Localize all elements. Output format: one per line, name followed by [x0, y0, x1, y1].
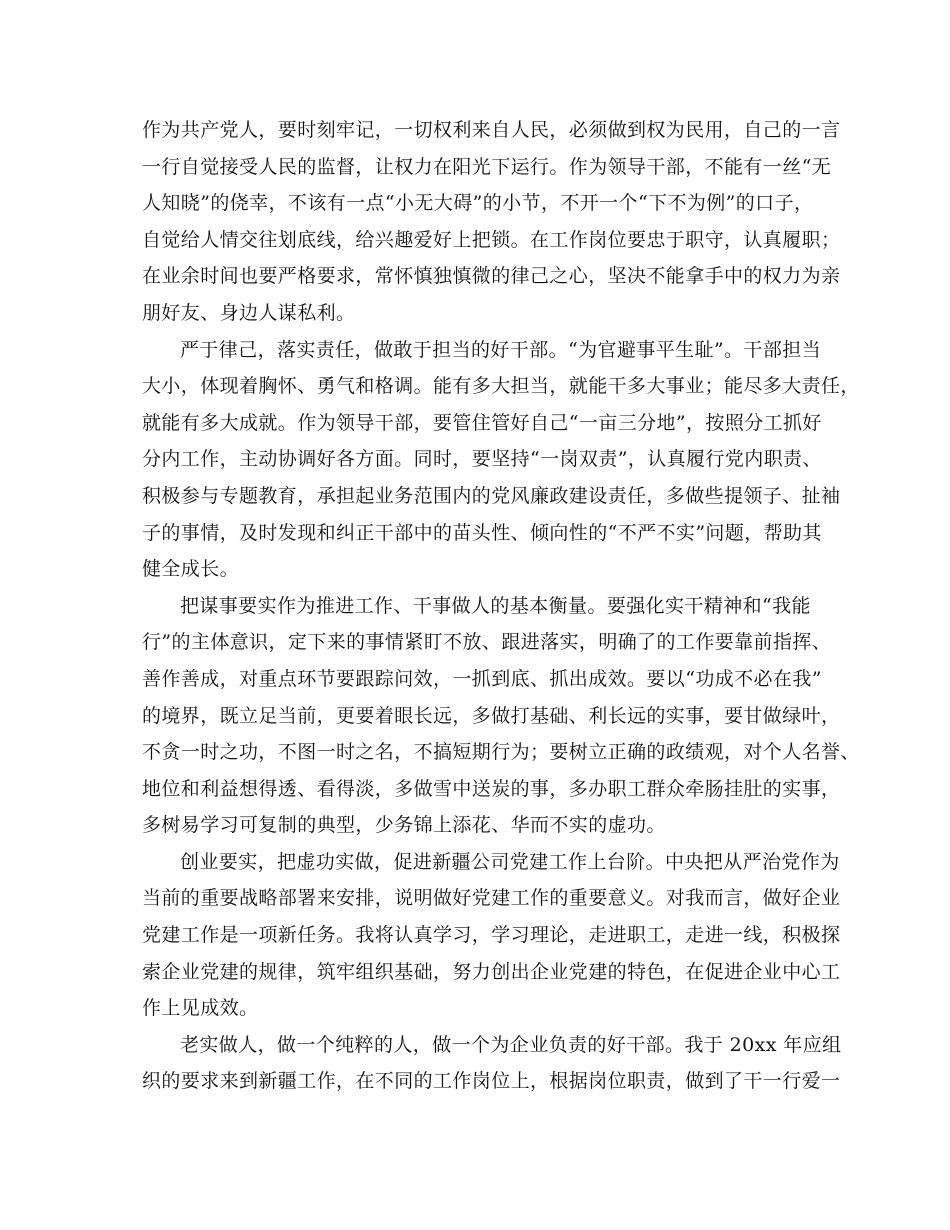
- document-body: [142, 112, 860, 1100]
- paragraph-first-line: 把谋事要实作为推进工作、干事做人的基本衡量。要强化实干精神和“我能: [180, 594, 811, 617]
- text-line: 一行自觉接受人民的监督，让权力在阳光下运行。作为领导干部，不能有一丝“无: [142, 155, 832, 178]
- text-line: 的境界，既立足当前，更要着眼长远，多做打基础、利长远的实事，要甘做绿叶，: [142, 704, 841, 727]
- text-line: 积极参与专题教育，承担起业务范围内的党风廉政建设责任，多做些提领子、扯袖: [142, 484, 841, 507]
- text-line: 行”的主体意识，定下来的事情紧盯不放、跟进落实，明确了的工作要靠前指挥、: [142, 631, 832, 654]
- text-line: 大小，体现着胸怀、勇气和格调。能有多大担当，就能干多大事业；能尽多大责任，: [142, 375, 860, 398]
- text-line: 朋好友、身边人谋私利。: [142, 301, 356, 324]
- text-line: 党建工作是一项新任务。我将认真学习，学习理论，走进职工，走进一线，积极探: [142, 924, 841, 947]
- text-line: 自觉给人情交往划底线，给兴趣爱好上把锁。在工作岗位要忠于职守，认真履职；: [142, 228, 841, 251]
- text-line: 当前的重要战略部署来安排，说明做好党建工作的重要意义。对我而言，做好企业: [142, 887, 841, 910]
- text-line: 织的要求来到新疆工作，在不同的工作岗位上，根据岗位职责，做到了干一行爱一: [142, 1070, 841, 1093]
- paragraph-first-line: 老实做人，做一个纯粹的人，做一个为企业负责的好干部。我于 20xx 年应组: [180, 1033, 842, 1056]
- text-line: 索企业党建的规律，筑牢组织基础，努力创出企业党建的特色，在促进企业中心工: [142, 960, 841, 983]
- text-line: 在业余时间也要严格要求，常怀慎独慎微的律己之心，坚决不能拿手中的权力为亲: [142, 265, 841, 288]
- text-line: 地位和利益想得透、看得淡，多做雪中送炭的事，多办职工群众牵肠挂肚的实事，: [142, 777, 841, 800]
- paragraph-first-line: 创业要实，把虚功实做，促进新疆公司党建工作上台阶。中央把从严治党作为: [180, 850, 840, 873]
- text-line: 健全成长。: [142, 558, 240, 581]
- text-line: 作为共产党人，要时刻牢记，一切权利来自人民，必须做到权为民用，自己的一言: [142, 119, 841, 141]
- text-line: 子的事情，及时发现和纠正干部中的苗头性、倾向性的“不严不实”问题，帮助其: [142, 521, 822, 544]
- text-line: 分内工作，主动协调好各方面。同时，要坚持“一岗双责”，认真履行党内职责、: [142, 448, 822, 471]
- paragraph-first-line: 严于律己，落实责任，做敢于担当的好干部。“为官避事平生耻”。干部担当: [180, 338, 822, 361]
- text-line: 不贪一时之功，不图一时之名，不搞短期行为；要树立正确的政绩观，对个人名誉、: [142, 741, 860, 764]
- text-line: 人知晓”的侥幸，不该有一点“小无大碍”的小节，不开一个“下不为例”的口子，: [142, 192, 814, 215]
- text-line: 就能有多大成就。作为领导干部，要管住管好自己“一亩三分地”，按照分工抓好: [142, 411, 822, 434]
- text-line: 多树易学习可复制的典型，少务锦上添花、华而不实的虚功。: [142, 814, 666, 837]
- text-line: 善作善成，对重点环节要跟踪问效，一抓到底、抓出成效。要以“功成不必在我”: [142, 667, 822, 690]
- text-line: 作上见成效。: [142, 997, 259, 1020]
